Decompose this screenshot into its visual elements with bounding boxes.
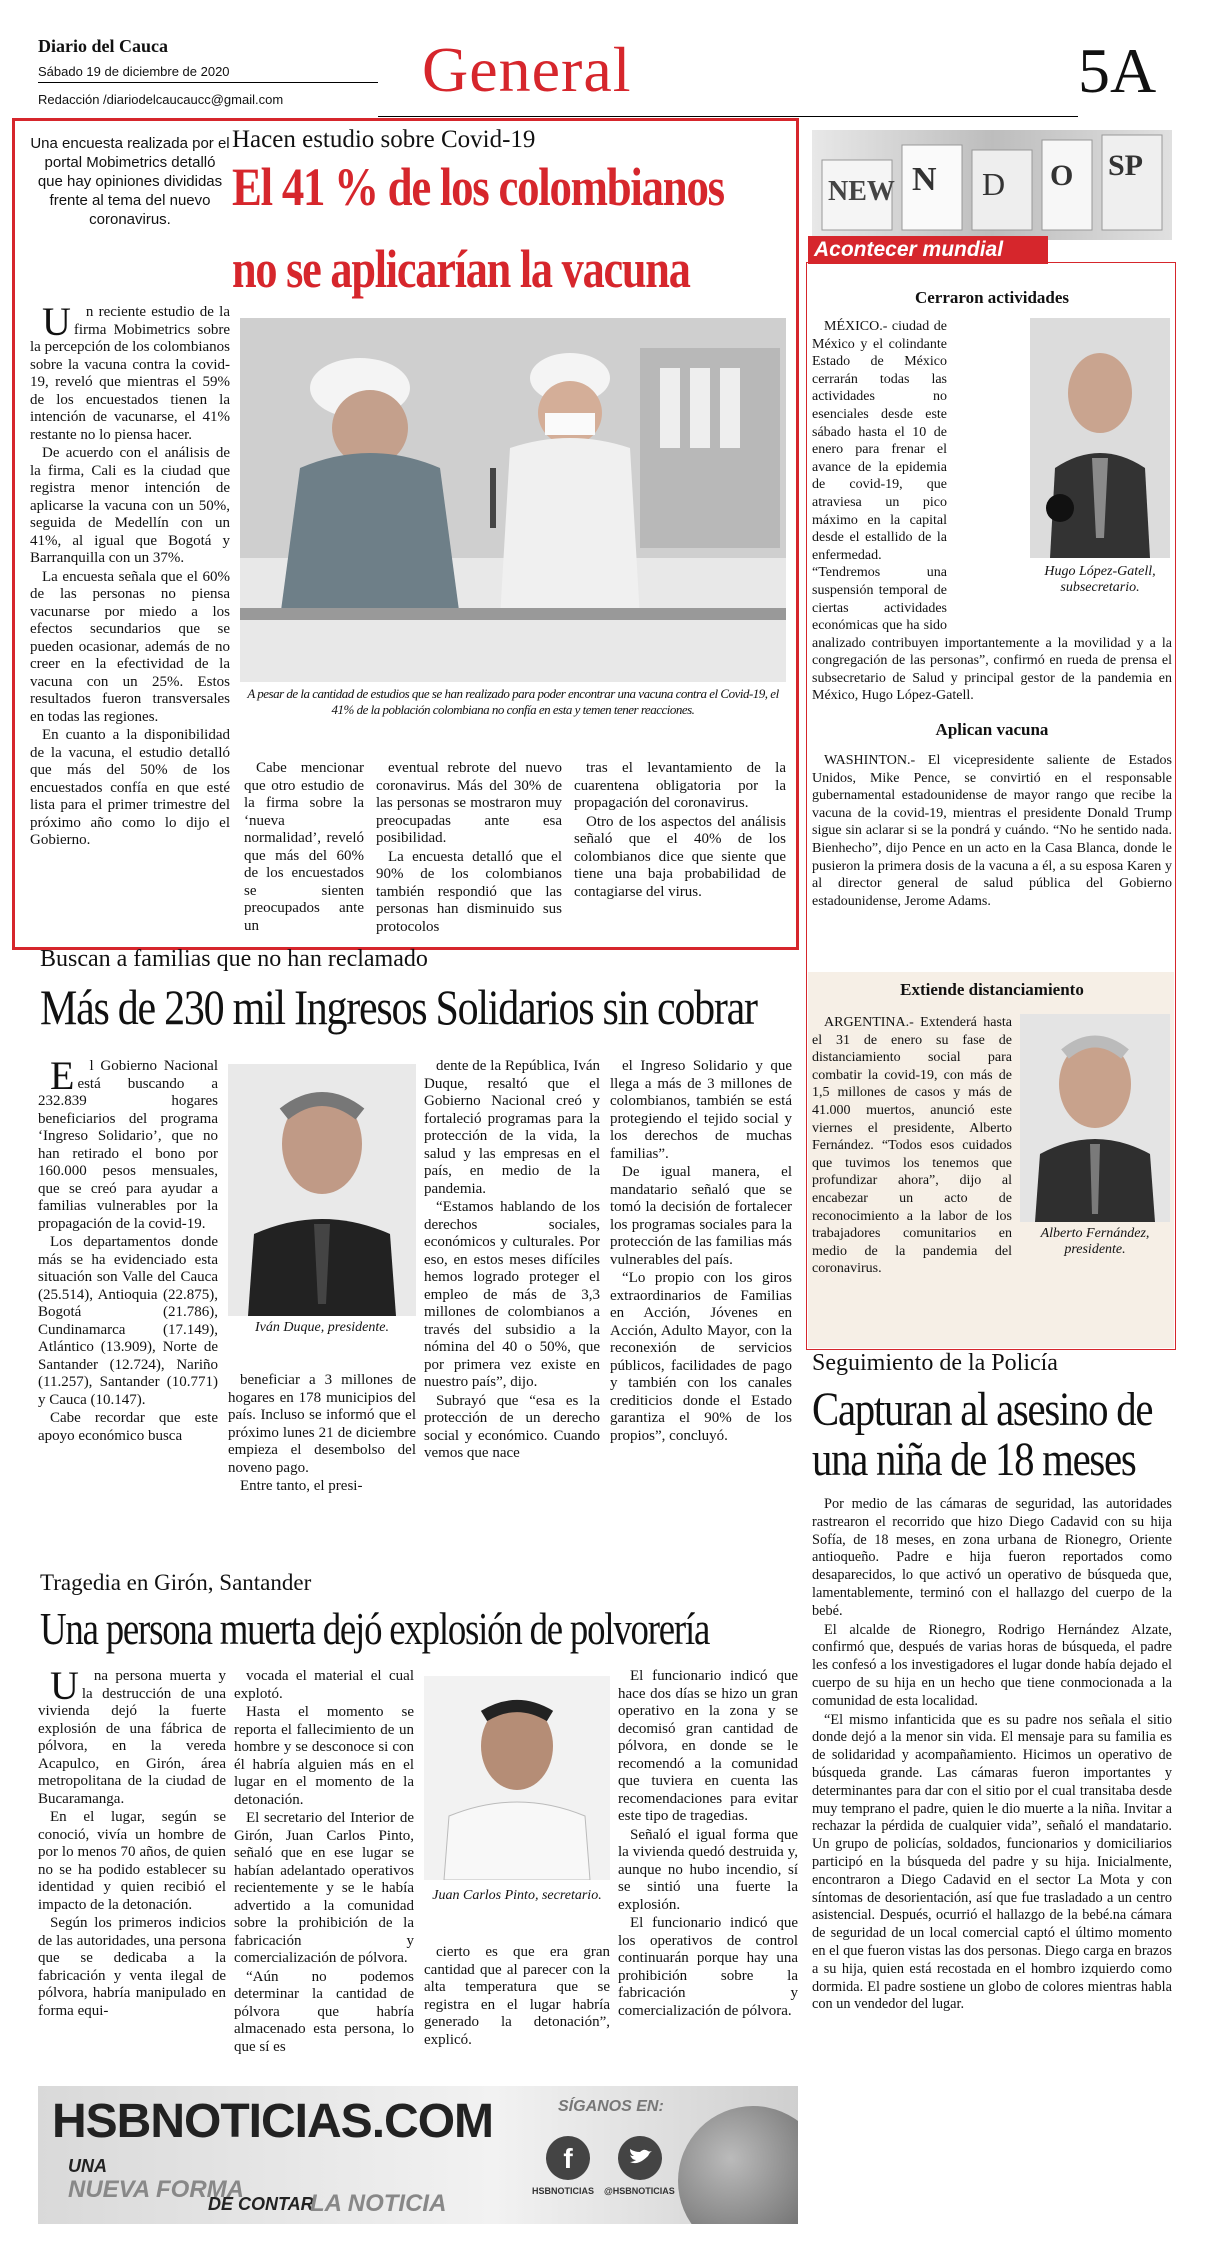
ad-brand-name: HSBNOTICIAS	[52, 2095, 372, 2148]
world-paragraph: ARGENTINA.- Extenderá hasta el 31 de enero su fase de distanciamiento social para combatir la covid-19, con más de 1,5 millones de casos y más de 41.000 muertos, anunció este viernes el presidente, Alberto Fernández. “Todos esos cuidados que tuvimos los tenemos que profundizar ahora”, dijo al encabezar un acto de reconocimiento a la labor de los trabajadores comunitarios en medio de la pandemia del coronavirus.	[812, 1015, 1012, 1277]
svg-text:N: N	[912, 161, 937, 198]
lead-column-4	[574, 760, 786, 902]
giron-column-2	[234, 1668, 414, 2057]
svg-text:SP: SP	[1108, 149, 1144, 182]
ingresos-paragraph: el Ingreso Solidario y que llega a más de 3 millones de colombianos, también se está protegiendo el tejido social y los derechos de muchas familias”.	[610, 1058, 792, 1162]
lab-photo	[240, 318, 786, 682]
world-item-title: Cerraron actividades	[914, 288, 1070, 307]
acontecer-banner	[808, 236, 1048, 264]
ingresos-column-3	[424, 1058, 600, 1464]
portrait-illustration	[424, 1676, 610, 1880]
world-item-text	[812, 1014, 1012, 1279]
giron-paragraph: Hasta el momento se reporta el fallecimiento de un hombre y se desconoce si con él habría alguien más en el lugar en el momento de la detonación.	[234, 1704, 414, 1808]
paper-name: Diario del Cauca	[38, 36, 168, 56]
world-item-title: Extiende distanciamiento	[900, 980, 1084, 999]
portrait-illustration	[1020, 1014, 1170, 1222]
world-item-text	[812, 752, 1172, 911]
lead-paragraph: Un reciente estudio de la firma Mobimetrics sobre la percepción de los colombianos sobre la vacuna contra la covid-19, reveló que mientras el 59% de los encuestados tienen la intención de vacunarse, el 41% restante no lo piensa hacer.	[30, 299, 230, 443]
giron-paragraph: “Aún no podemos determinar la cantidad de pólvora que habría almacenado esta persona, lo que sí es	[234, 1968, 414, 2055]
ad-brand-suffix: .COM	[371, 2095, 494, 2148]
fernandez-photo	[1020, 1014, 1170, 1222]
giron-paragraph: Según los primeros indicios de las autoridades, una persona que se dedicaba a la fabricación y venta ilegal de pólvora, habría manipulado en forma equi-	[38, 1915, 226, 2019]
lead-kicker: Hacen estudio sobre Covid-19	[232, 126, 536, 153]
policia-paragraph: “El mismo infanticida que es su padre nos señala el sitio donde dejó a la menor sin vida. El mensaje para su familia es de solidaridad y acompañamiento. Hicimos un operativo de búsqueda grande. Las cámaras fueron importantes y determinantes para dar con el sitio por el cual transitaba desde muy temprano el padre, quien le dio muerte a la niña. Invitar a rechazar la pérdida de cualquier vida”, señaló el mandatario. Un grupo de policías, soldados, funcionarios y domiciliarios participó en la búsqueda del padre y su hija. Inicialmente, encontraron a Diego Cadavid en el sector La Mota y con síntomas de desorientación, así que fue trasladado a un centro asistencial. Después, ocurrió el hallazgo de la bebé.na cámara de seguridad de un local comercial captó el último momento en el que fueron vistas las dos personas. Diego carga en brazos a su hija, quien está recostada en el hombro izquierdo como dormida. El padre sostiene un globo de colores mientras habla con un vendedor del lugar.	[812, 1711, 1172, 2013]
policia-kicker: Seguimiento de la Policía	[812, 1350, 1058, 1376]
giron-paragraph: vocada el material el cual explotó.	[234, 1668, 414, 1702]
lead-paragraph: eventual rebrote del nuevo coronavirus. Más del 30% de las personas se mostraron muy preocupadas ante esa posibilidad.	[376, 760, 562, 846]
lab-scene-illustration	[240, 318, 786, 682]
ad-handle-2: @HSBNOTICIAS	[604, 2186, 675, 2196]
policia-paragraph: Por medio de las cámaras de seguridad, las autoridades rastrearon el recorrido que hizo Diego Cadavid con su hija Sofía, de 18 meses, en zona urbana de Rionegro, Oriente antioqueño. Padre e hija fueron reportados como desaparecidos, lo que activó un operativo de búsqueda que, lamentablemente, terminó con el hallazgo del cuerpo de la bebé.	[812, 1496, 1172, 1619]
svg-text:O: O	[1050, 159, 1074, 192]
lead-paragraph: De acuerdo con el análisis de la firma, Cali es la ciudad que registra menor intención de aplicarse la vacuna con un 50%, seguida de Medellín con un 41%, al igual que Bogotá y Barranquilla con un 37%.	[30, 445, 230, 566]
policia-text	[812, 1496, 1172, 2015]
world-paragraph: MÉXICO.- ciudad de México y el colindante Estado de México cerrarán todas las actividades no esenciales desde este sábado hasta el 10 de enero para frenar el avance de la epidemia de covid-19, que atraviesa un pico máximo en la capital desde el estallido de la enfermedad. “Tendremos una suspensión temporal de ciertas actividades económicas que ha sido analizado contribuyen importantemente a la movilidad y a la congregación de las personas”, confirmó en rueda de prensa el subsecretario de Salud y principal gestor de la pandemia en México, Hugo López-Gatell.	[812, 319, 1172, 704]
lead-paragraph: tras el levantamiento de la cuarentena obligatoria por la propagación del coronavirus.	[574, 760, 786, 811]
lead-paragraph: La encuesta señala que el 60% de las personas no piensa vacunarse por miedo a los efectos secundarios que se pueden ocasionar, además de no creer en la efectividad de la vacuna con un 25%. Estos resultados fueron transversales en todas las regiones.	[30, 568, 230, 725]
portrait-illustration	[228, 1064, 416, 1316]
ingresos-column-4	[610, 1058, 792, 1446]
policia-paragraph: El alcalde de Rionegro, Rodrigo Hernández Alzate, confirmó que, después de varias horas de búsqueda, el padre les confesó a los investigadores el lugar donde había dejado el cuerpo de su hija en un hecho que tiene conmocionada a la comunidad de esta localidad.	[812, 1621, 1172, 1709]
hsb-ad-banner[interactable]	[38, 2086, 798, 2224]
page-number: 5A	[1078, 35, 1157, 106]
ingresos-paragraph: Los departamentos donde más se ha evidenciado esta situación son Valle del Cauca (25.514), Antioquia (22.875), Bogotá (21.786), Cundinamarca (17.149), Atlántico (13.909), Norte de Santander (12.724), Nariño (11.257), Santander (10.771) y Cauca (10.147).	[38, 1234, 218, 1408]
lead-paragraph: Otro de los aspectos del análisis señaló que el 40% de los colombianos dice que siente que tiene una baja probabilidad de contagiarse del virus.	[574, 813, 786, 900]
policia-title-1: Capturan al asesino de	[812, 1383, 1153, 1436]
lead-paragraph: Cabe mencionar que otro estudio de la firma sobre la ‘nueva normalidad’, reveló que más del 60% de los encuestados se sienten preocupados ante un	[244, 760, 364, 934]
text-wrap-spacer	[947, 318, 1172, 618]
world-paragraph: WASHINTON.- El vicepresidente saliente de Estados Unidos, Mike Pence, se convirtió en el responsable gubernamental estadounidense de mayor rango que recibe la vacuna de la covid-19, mientras el presidente Donald Trump sigue sin aclarar si se la pondrá y cuándo. “No he sentido nada. Bienhecho”, dijo Pence en un acto en la Casa Blanca, donde le pusieron la primera dosis de la vacuna a él, a su esposa Karen y al director general de salud pública del Gobierno estadounidense, Jerome Adams.	[812, 753, 1172, 909]
ingresos-paragraph: “Estamos hablando de los derechos sociales, económicos y culturales. Por eso, en estos meses difíciles hemos logrado proteger el empleo de más de 3,3 millones de colombianos a través del subsidio a la nómina del 40 o 50%, que por primera vez existe en nuestro país”, dijo.	[424, 1199, 600, 1390]
newspapers-illustration	[812, 130, 1172, 240]
ad-slogan-2: NUEVA FORMA	[68, 2176, 244, 2203]
giron-paragraph: El funcionario indicó que hace dos días se hizo un gran operativo en la zona y se decomisó gran cantidad de pólvora, en donde se le recomendó a la comunidad que tuviera en cuenta las recomendaciones para evitar este tipo de tragedias.	[618, 1668, 798, 1824]
giron-paragraph: En el lugar, según se conoció, vivía un hombre de por lo menos 70 años, de quien no se ha podido establecer su identidad y quien recibió el impacto de la detonación.	[38, 1809, 226, 1913]
ingresos-column-1	[38, 1053, 218, 1446]
ingresos-paragraph: beneficiar a 3 millones de hogares en 178 municipios del país. Incluso se informó que el próximo lunes 21 de diciembre empieza el desembolso del noveno pago.	[228, 1372, 416, 1476]
world-item-caption: Alberto Fernández, presidente.	[1040, 1226, 1150, 1257]
svg-text:D: D	[982, 166, 1006, 202]
giron-paragraph: El secretario del Interior de Girón, Juan Carlos Pinto, señaló que en ese lugar se habían adelantado operativos recientemente y se le había advertido a la comunidad sobre la prohibición de la fabricación y comercialización de pólvora.	[234, 1810, 414, 1966]
giron-paragraph: El funcionario indicó que los operativos de control continuarán porque hay una prohibición sobre la fabricación y comercialización de pólvora.	[618, 1915, 798, 2019]
ad-slogan-3: DE CONTAR	[208, 2194, 314, 2214]
world-item-title: Aplican vacuna	[935, 720, 1049, 739]
giron-column-3	[424, 1944, 610, 2050]
ingresos-paragraph: dente de la República, Iván Duque, resaltó que el Gobierno Nacional creó y fortaleció programas para la protección de la vida, la salud y las empresas en el país, en medio de la pandemia.	[424, 1058, 600, 1197]
giron-column-1	[38, 1663, 226, 2021]
ad-slogan-1: UNA	[68, 2156, 107, 2176]
newspapers-banner-image	[812, 130, 1172, 240]
giron-paragraph: cierto es que era gran cantidad que al parecer con la alta temperatura que se registra en el lugar habría generado la detonación”, explicó.	[424, 1944, 610, 2048]
duque-caption: Iván Duque, presidente.	[255, 1320, 389, 1335]
section-title: General	[422, 34, 632, 105]
lead-title-1: El 41 % de los colombianos	[232, 157, 724, 217]
ingresos-column-2	[228, 1372, 416, 1497]
lead-paragraph: La encuesta detalló que el 90% de los colombianos también respondió que las personas han disminuido sus protocolos	[376, 848, 562, 935]
lead-title-2: no se aplicarían la vacuna	[232, 239, 690, 299]
contact-line: Redacción /diariodelcaucaucc@gmail.com	[38, 92, 284, 107]
ingresos-paragraph: Cabe recordar que este apoyo económico busca	[38, 1410, 218, 1444]
lead-photo-caption: A pesar de la cantidad de estudios que se han realizado para poder encontrar una vacuna contra el Covid-19, el 41% de la población colombiana no confía en esta y temen tener reacciones.	[247, 686, 779, 717]
ingresos-paragraph: Subrayó que “esa es la protección de un derecho social y económico. Cuando vemos que nace	[424, 1392, 600, 1461]
ingresos-paragraph: Entre tanto, el presi-	[240, 1478, 363, 1494]
facebook-icon[interactable]: f	[546, 2136, 590, 2180]
lead-column-1	[30, 299, 230, 851]
acontecer-label: Acontecer mundial	[814, 238, 1004, 261]
ad-brand	[52, 2094, 493, 2149]
giron-paragraph: Una persona muerta y la destrucción de una vivienda dejó la fuerte explosión de una fábrica de pólvora, en la vereda Acapulco, en Girón, área metropolitana de la ciudad de Bucaramanga.	[38, 1663, 226, 1807]
world-item-text	[812, 318, 1172, 706]
pinto-photo	[424, 1676, 610, 1880]
giron-paragraph: Señaló el igual forma que la vivienda quedó destruida y, aunque no hubo incendio, sí se sintió una fuerte la explosión.	[618, 1826, 798, 1913]
giron-kicker: Tragedia en Girón, Santander	[40, 1570, 312, 1595]
ad-slogan-4: LA NOTICIA	[310, 2190, 447, 2217]
masthead	[38, 36, 1188, 126]
lead-paragraph: En cuanto a la disponibilidad de la vacuna, el estudio detalló que más del 50% de los encuestados confía en que esté lista para el primer trimestre del próximo año como lo dijo el Gobierno.	[30, 727, 230, 848]
ad-follow: SÍGANOS EN:	[558, 2098, 664, 2115]
ingresos-paragraph: De igual manera, el mandatario señaló que se tomó la decisión de fortalecer los programas sociales para la protección de las familias más vulnerables del país.	[610, 1164, 792, 1268]
twitter-icon[interactable]	[618, 2136, 662, 2180]
svg-text:NEW: NEW	[828, 176, 895, 207]
giron-column-4	[618, 1668, 798, 2021]
ad-handle-1: HSBNOTICIAS	[532, 2186, 595, 2196]
lead-column-2	[244, 760, 364, 936]
lead-sidebar: Una encuesta realizada por el portal Mobimetrics detalló que hay opiniones divididas frente al tema del nuevo coronavirus.	[30, 135, 230, 228]
ingresos-kicker: Buscan a familias que no han reclamado	[40, 946, 428, 972]
pinto-caption: Juan Carlos Pinto, secretario.	[432, 1888, 602, 1903]
world-item-caption: Hugo López-Gatell, subsecretario.	[1044, 564, 1156, 595]
giron-title: Una persona muerta dejó explosión de polvorería	[40, 1603, 710, 1654]
ingresos-title: Más de 230 mil Ingresos Solidarios sin cobrar	[40, 979, 757, 1035]
ingresos-paragraph: El Gobierno Nacional está buscando a 232.839 hogares beneficiarios del programa ‘Ingreso Solidario’, que no han retirado el bono por 160.000 pesos mensuales, que se creó para ayudar a familias vulnerables por la propagación de la covid-19.	[38, 1053, 218, 1232]
date-line: Sábado 19 de diciembre de 2020	[38, 64, 230, 79]
globe-icon	[678, 2106, 798, 2224]
duque-photo	[228, 1064, 416, 1316]
policia-title-2: una niña de 18 meses	[812, 1433, 1136, 1486]
ingresos-paragraph: “Lo propio con los giros extraordinarios de Familias en Acción, Jóvenes en Acción, Adulto Mayor, con la reconexión de servicios públicos, facilidades de pago y también con los canales crediticios donde el Estado garantiza el 90% de los propios”, concluyó.	[610, 1270, 792, 1444]
lead-column-3	[376, 760, 562, 937]
